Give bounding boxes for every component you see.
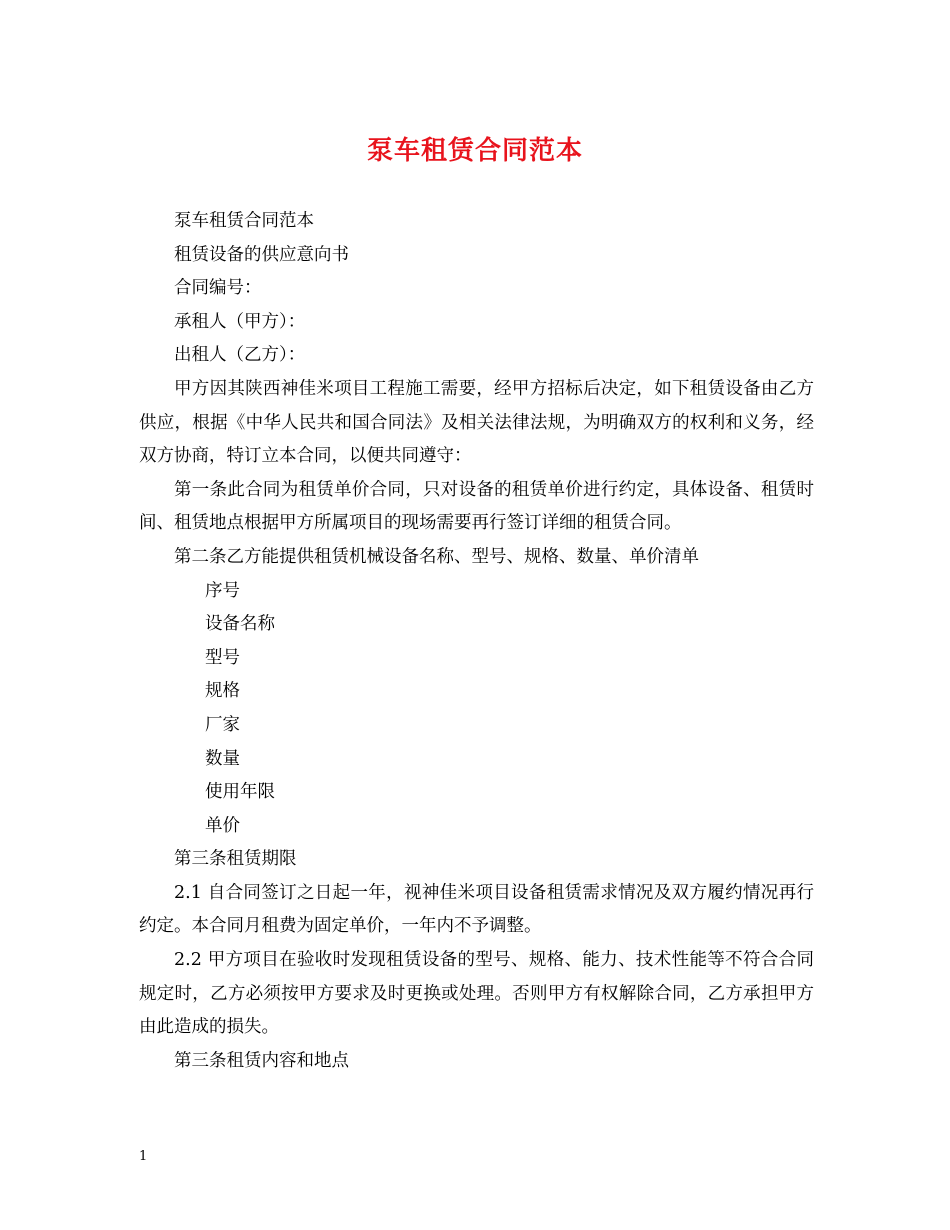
paragraph-contract-number: 合同编号： (174, 278, 262, 299)
paragraph-preamble: 甲方因其陕西神佳米项目工程施工需要，经甲方招标后决定，如下租赁设备由乙方供应，根据《中华人民共和国合同法》及相关法律法规，为明确双方的权利和义务，经双方协商，特订立本合同，以便共同遵守： (139, 378, 814, 467)
paragraph-clause-2-1: 2.1 自合同签订之日起一年，视神佳米项目设备租赁需求情况及双方履约情况再行约定。本合同月租费为固定单价，一年内不予调整。 (139, 882, 814, 937)
table-header-serial: 序号 (205, 580, 240, 601)
paragraph-article-1: 第一条此合同为租赁单价合同，只对设备的租赁单价进行约定，具体设备、租赁时间、租赁地点根据甲方所属项目的现场需要再行签订详细的租赁合同。 (139, 479, 814, 534)
table-header-service-life: 使用年限 (205, 782, 275, 803)
table-header-manufacturer: 厂家 (205, 714, 240, 735)
paragraph-clause-2-2: 2.2 甲方项目在验收时发现租赁设备的型号、规格、能力、技术性能等不符合合同规定时，乙方必须按甲方要求及时更换或处理。否则甲方有权解除合同，乙方承担甲方由此造成的损失。 (139, 950, 814, 1038)
paragraph-lessee: 承租人（甲方）： (174, 311, 306, 332)
paragraph-article-3-content: 第三条租赁内容和地点 (174, 1050, 349, 1071)
paragraph-subtitle: 泵车租赁合同范本 (174, 211, 314, 231)
table-header-unit-price: 单价 (205, 815, 240, 836)
paragraph-lessor: 出租人（乙方）： (174, 345, 306, 366)
document-title: 泵车租赁合同范本 (366, 136, 583, 166)
table-header-spec: 规格 (205, 681, 240, 702)
table-header-equipment-name: 设备名称 (205, 614, 275, 635)
page-number: 1 (139, 1149, 148, 1164)
table-header-quantity: 数量 (205, 748, 240, 769)
paragraph-article-2: 第二条乙方能提供租赁机械设备名称、型号、规格、数量、单价清单 (174, 546, 699, 567)
paragraph-article-3-term: 第三条租赁期限 (174, 849, 297, 870)
paragraph-supply-letter: 租赁设备的供应意向书 (174, 244, 349, 265)
document-body (139, 205, 814, 1078)
table-header-model: 型号 (205, 647, 240, 668)
